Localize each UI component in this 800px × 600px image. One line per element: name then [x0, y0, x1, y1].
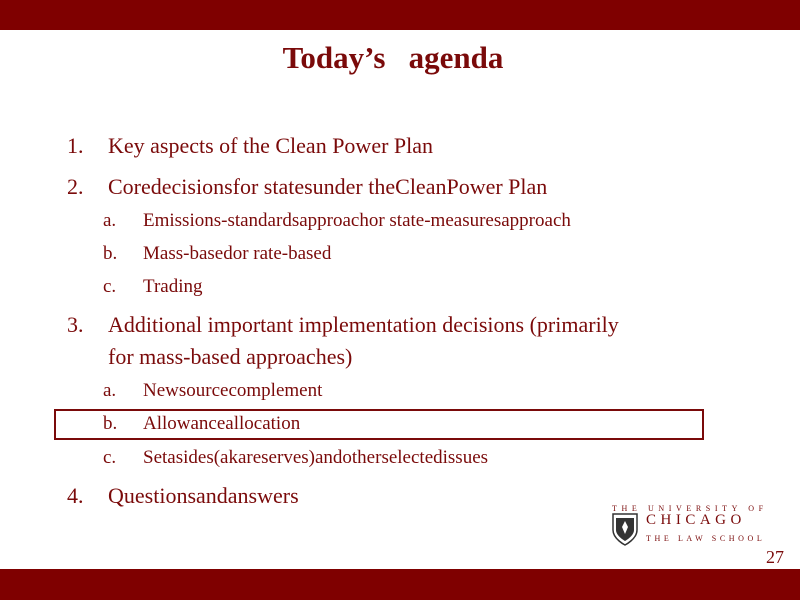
item-number: 3.: [67, 312, 84, 337]
subitem-text: Mass-basedor rate-based: [143, 243, 332, 264]
shield-icon: [612, 512, 638, 546]
highlight-box: [54, 409, 704, 440]
subitem-letter: c.: [103, 447, 117, 468]
logo-law-school-text: THE LAW SCHOOL: [646, 534, 766, 543]
subitem-text: Allowanceallocation: [143, 413, 301, 434]
subitem-letter: c.: [103, 276, 117, 297]
item-text-line1: Additional important implementation decisions (primarily: [108, 312, 619, 337]
subitem-text: Newsourcecomplement: [143, 380, 323, 401]
logo-chicago-text: CHICAGO: [646, 512, 746, 528]
item-number: 2.: [67, 174, 84, 199]
slide-title: Today’s agenda: [282, 40, 504, 75]
subitem-letter: a.: [103, 210, 117, 231]
university-logo: [612, 504, 772, 552]
logo-university-text: THE UNIVERSITY OF: [612, 504, 768, 513]
item-text-line2: for mass-based approaches): [108, 344, 353, 369]
subitem-letter: a.: [103, 380, 117, 401]
item-text: Key aspects of the Clean Power Plan: [108, 133, 434, 158]
subitem-text: Setasides(akareserves)andotherselectedissues: [143, 447, 489, 468]
subitem-letter: b.: [103, 243, 118, 264]
item-number: 4.: [67, 483, 84, 508]
subitem-letter: b.: [103, 413, 118, 434]
item-text: Coredecisionsfor statesunder theCleanPower Plan: [108, 174, 548, 199]
subitem-text: Trading: [143, 276, 203, 297]
item-number: 1.: [67, 133, 84, 158]
top-banner: [0, 0, 800, 30]
page-number: 27: [766, 547, 784, 567]
item-text: Questionsandanswers: [108, 483, 299, 508]
subitem-text: Emissions-standardsapproachor state-measuresapproach: [143, 210, 571, 231]
bottom-banner: [0, 569, 800, 600]
